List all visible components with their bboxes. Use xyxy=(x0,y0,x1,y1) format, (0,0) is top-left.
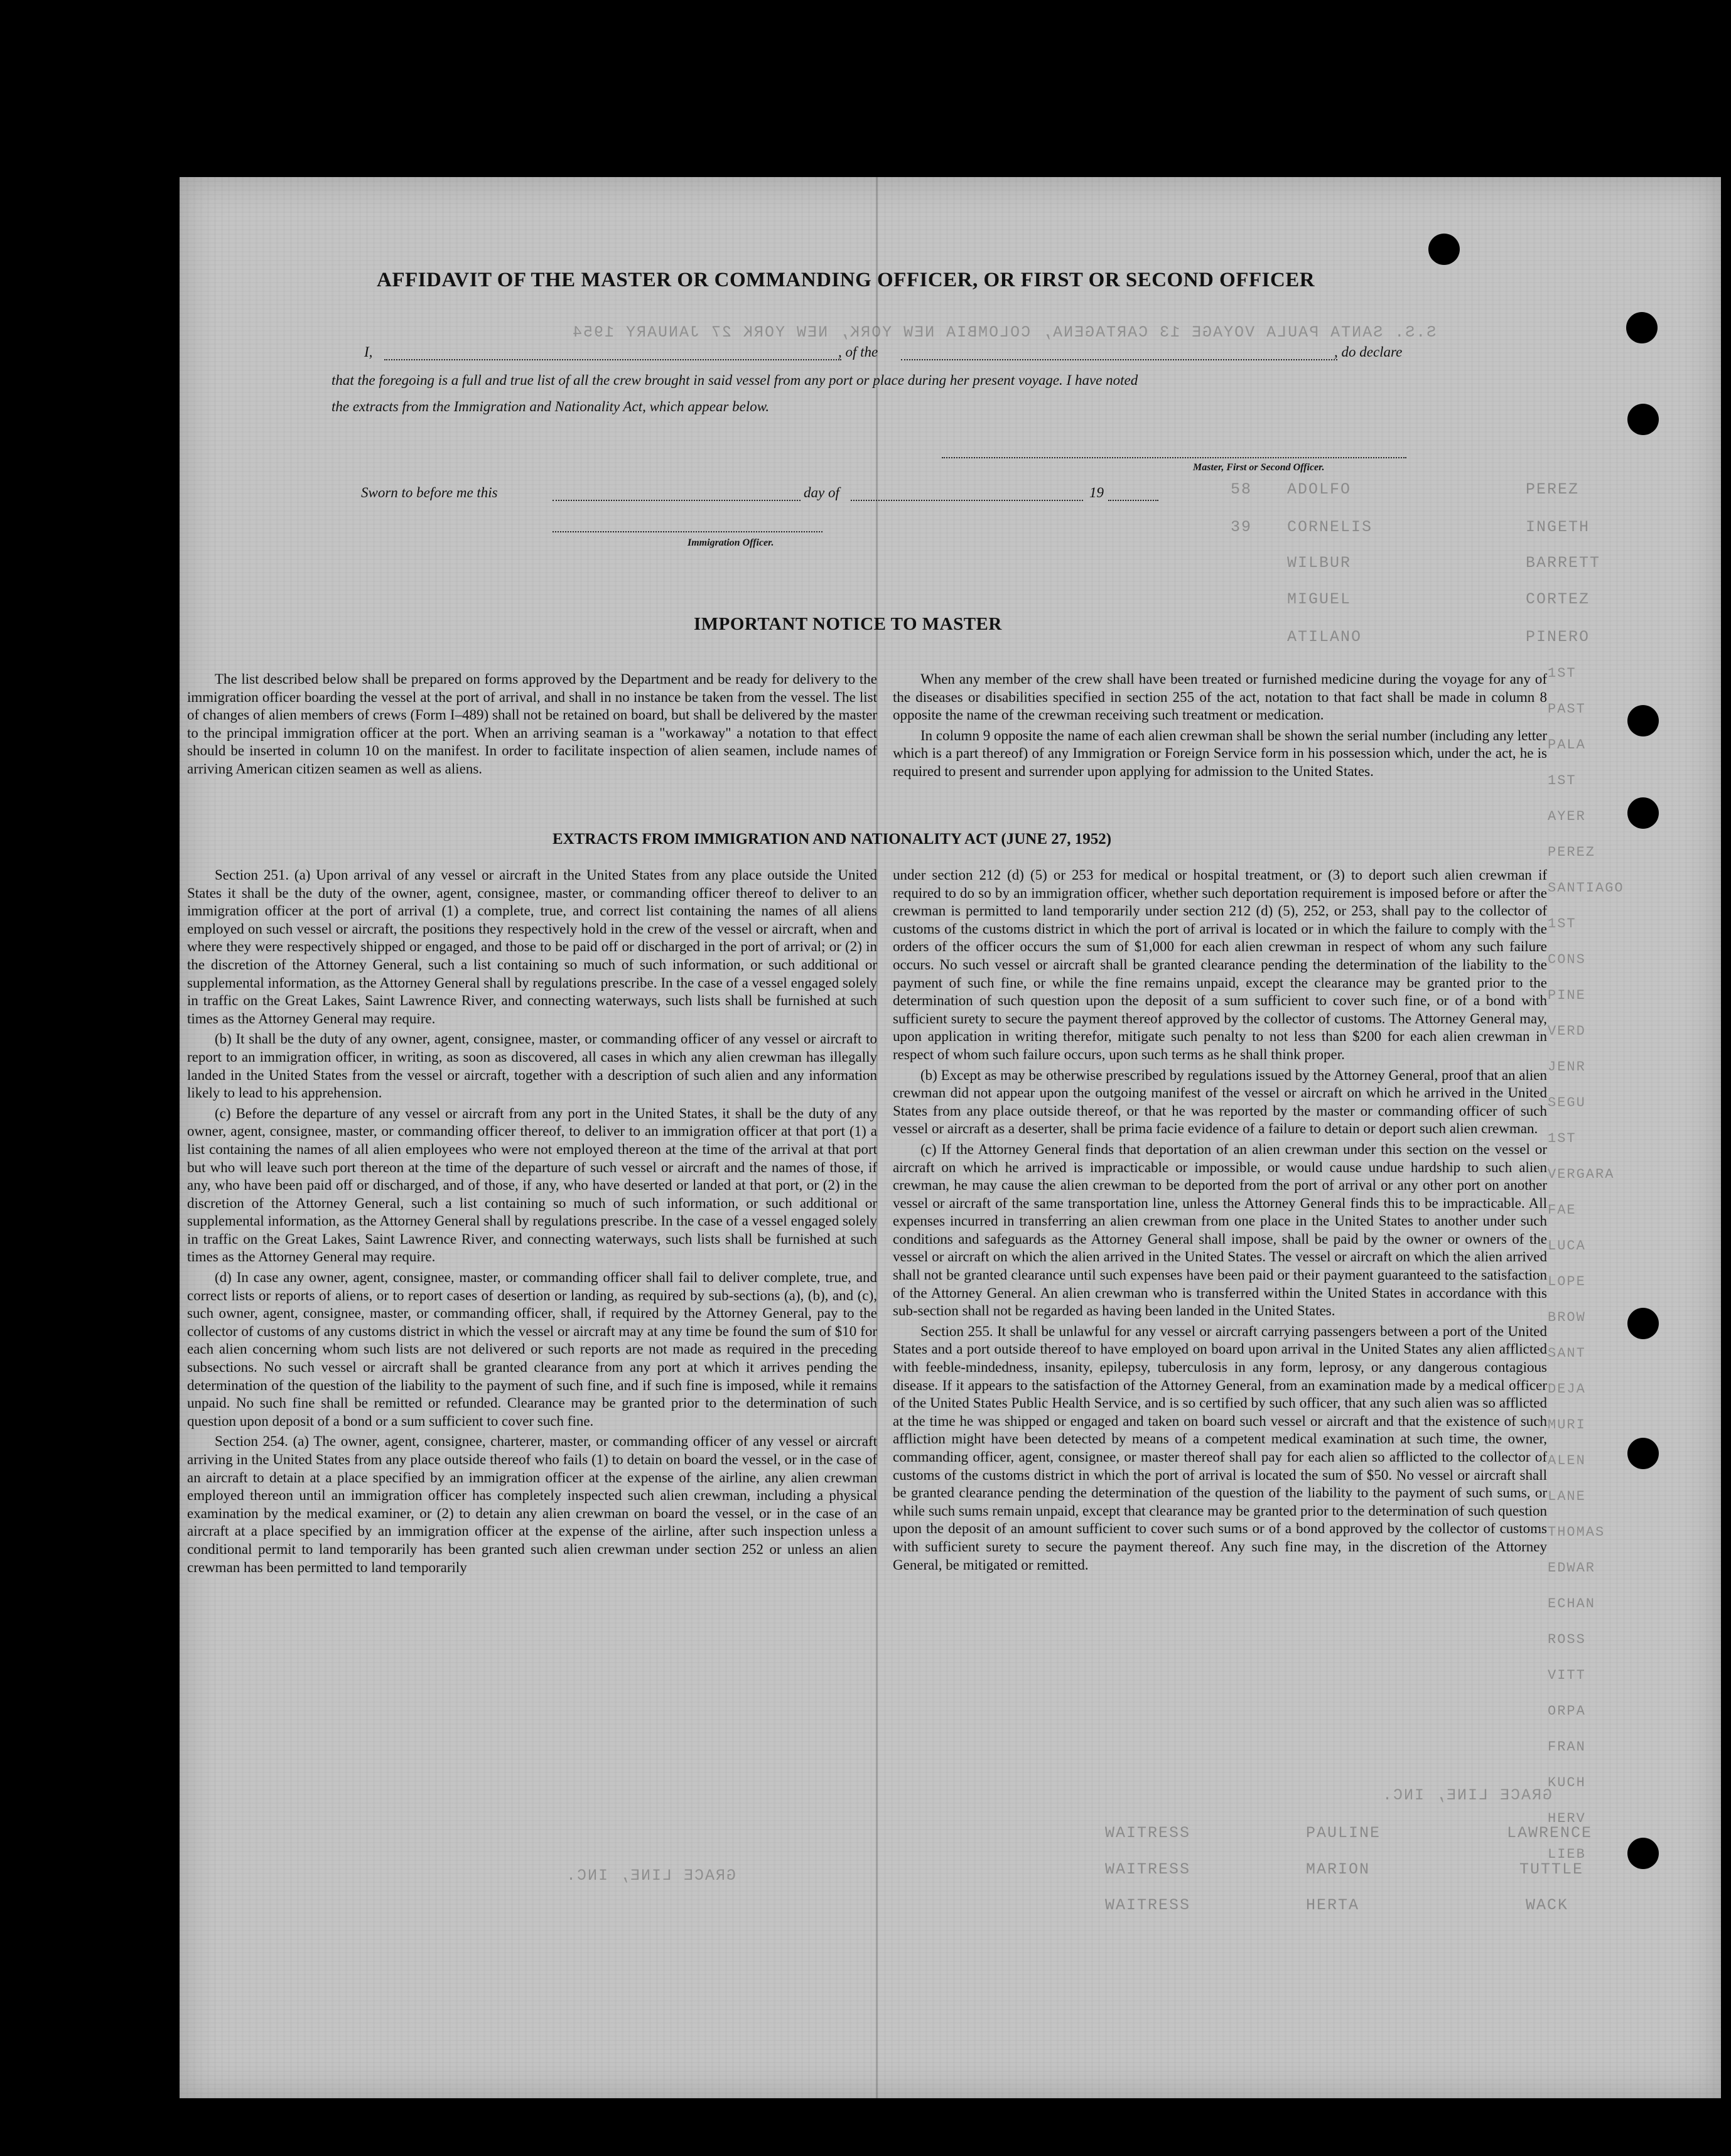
show-through-row: CORTEZ xyxy=(1526,590,1590,608)
act-paragraph: (b) Except as may be otherwise prescribed by regulations issued by the Attorney General, proof that an alien crewman did not appear upon the outgoing manifest of the vessel or aircraft on which he arrived in the United States from any place outside thereof, or that he was reported by the master or commanding officer of such vessel or aircraft as a deserter, shall be prima facie evidence of a failure to detain or deport such alien crewman. xyxy=(893,1067,1547,1137)
punch-hole xyxy=(1627,1308,1659,1339)
act-paragraph: Section 251. (a) Upon arrival of any vessel or aircraft in the United States from any place outside the United States it shall be the duty of the owner, agent, consignee, master, or commanding officer thereof to deliver to an immigration officer at the port of arrival (1) a complete, true, and correct list containing the names of all aliens employed on such vessel or aircraft, the positions they respectively hold in the crew of the vessel or aircraft, when and where they were respectively shipped or engaged, and those to be paid off or discharged in the port of arrival; or (2) in the discretion of the Attorney General, such a list containing so much of such information, or such additional or supplemental information, as the Attorney General shall by regulations prescribe. In the case of a vessel engaged solely in traffic on the Great Lakes, Saint Lawrence River, and connecting waterways, such lists shall be furnished at such times as the Attorney General may require. xyxy=(187,867,877,1027)
act-paragraph: (b) It shall be the duty of any owner, agent, consignee, master, or commanding officer of any vessel or aircraft to report to an immigration officer, in writing, as soon as discovered, all cases in which any alien crewman has illegally landed in the United States from the vessel or aircraft, together with a description of such alien and any information likely to lead to his apprehension. xyxy=(187,1031,877,1101)
punch-hole xyxy=(1627,404,1659,435)
affidavit-statement: the extracts from the Immigration and Nationality Act, which appear below. xyxy=(332,399,770,414)
show-through-margin-label: ECHAN xyxy=(1548,1596,1596,1612)
show-through-margin-label: PINE xyxy=(1548,988,1586,1003)
show-through-margin-label: VERD xyxy=(1548,1023,1586,1039)
show-through-margin-label: AYER xyxy=(1548,809,1586,824)
show-through-row: WACK xyxy=(1526,1896,1569,1914)
show-through-footer: GRACE LINE, INC. xyxy=(565,1867,736,1885)
show-through-row: ADOLFO xyxy=(1287,480,1352,499)
show-through-row: WAITRESS xyxy=(1105,1860,1191,1878)
show-through-margin-label: ALEN xyxy=(1548,1453,1586,1469)
show-through-margin-label: LUCA xyxy=(1548,1238,1586,1254)
punch-hole xyxy=(1627,797,1659,829)
show-through-row: BARRETT xyxy=(1526,554,1601,572)
declare-label: , do declare xyxy=(1334,344,1403,360)
show-through-margin-label: SANTIAGO xyxy=(1548,880,1624,896)
act-paragraph: Section 254. (a) The owner, agent, consignee, charterer, master, or commanding officer of any vessel or aircraft arriving in the United States from any place outside thereof who fails (1) to detain on board the vessel, or in the case of an aircraft to detain at a place specified by an immigration officer at the expense of the airline, any alien crewman employed thereon until an immigration officer has completely inspected such alien crewman, including a physical examination by the medical examiner, or (2) to detain any alien crewman on board the vessel, or in the case of an aircraft at a place specified by an immigration officer at the expense of the airline, after such inspection unless a conditional permit to land temporarily has been granted such alien crewman under section 252 or unless an alien crewman has been permitted to land temporarily xyxy=(187,1433,877,1575)
extracts-left-column xyxy=(187,866,877,1579)
show-through-footer: GRACE LINE, INC. xyxy=(1381,1786,1553,1804)
master-signature-line[interactable] xyxy=(942,457,1406,458)
show-through-row: WAITRESS xyxy=(1105,1824,1191,1842)
show-through-margin-label: JENR xyxy=(1548,1059,1586,1075)
show-through-margin-label: 1ST xyxy=(1548,666,1577,681)
show-through-header: S.S. SANTA PAULA VOYAGE 13 CARTAGENA, COLOMBIA NEW YORK, NEW YORK 27 JANUARY 1954 xyxy=(571,323,1437,342)
show-through-row: TUTTLE xyxy=(1519,1860,1584,1878)
sworn-year-field[interactable] xyxy=(1108,500,1158,501)
vessel-label: , of the xyxy=(838,344,878,360)
show-through-margin-label: LANE xyxy=(1548,1489,1586,1504)
notice-paragraph: In column 9 opposite the name of each alien crewman shall be shown the serial number (including any letter which is a part thereof) of any Immigration or Foreign Service form in his possession which, under the act, he is required to present and surrender upon applying for admission to the United States. xyxy=(893,727,1547,779)
extracts-right-column xyxy=(893,866,1547,1577)
show-through-margin-label: 1ST xyxy=(1548,1131,1577,1146)
punch-hole xyxy=(1627,1838,1659,1869)
show-through-row: CORNELIS xyxy=(1287,518,1373,536)
show-through-row: PAULINE xyxy=(1306,1824,1381,1842)
show-through-row: MIGUEL xyxy=(1287,590,1352,608)
show-through-row: INGETH xyxy=(1526,518,1590,536)
punch-hole xyxy=(1627,1438,1659,1469)
immigration-officer-label: Immigration Officer. xyxy=(688,537,774,548)
show-through-row: LAWRENCE xyxy=(1507,1824,1593,1842)
declaration-line xyxy=(333,344,1406,365)
notice-right-column xyxy=(893,671,1547,784)
sworn-day-field[interactable] xyxy=(553,500,801,501)
act-paragraph: Section 255. It shall be unlawful for any vessel or aircraft carrying passengers between a port of the United States and a port outside thereof to have employed on board upon arrival in the United States any alien afflicted with feeble-mindedness, insanity, epilepsy, tuberculosis in any form, leprosy, or any dangerous contagious disease. If it appears to the satisfaction of the Attorney General, from an examination made by a medical officer of the United States Public Health Service, and is so certified by such officer, that any such alien was so afflicted at the time he was shipped or engaged and taken on board such vessel or aircraft and that the existence of such affliction might have been detected by means of a competent medical examination at such time, the owner, commanding officer, agent, consignee, or master thereof shall pay for each alien so afflicted to the collector of customs of the customs district in which the port of arrival is located the sum of $50. No vessel or aircraft shall be granted clearance pending the determination of the question of the liability to the payment of such sums, or while such sums remain unpaid, except that clearance may be granted prior to the determination of such question upon the deposit of an amount sufficient to cover such sums or of a bond approved by the collector of customs with sufficient surety to secure the payment thereof. Any such fine may, in the discretion of the Attorney General, be mitigated or remitted. xyxy=(893,1323,1547,1573)
notice-heading: IMPORTANT NOTICE TO MASTER xyxy=(694,614,1002,634)
show-through-margin-label: FAE xyxy=(1548,1202,1577,1218)
show-through-margin-label: BROW xyxy=(1548,1310,1586,1325)
declarant-label: I, xyxy=(364,344,373,360)
show-through-margin-label: CONS xyxy=(1548,952,1586,968)
notice-paragraph: The list described below shall be prepared on forms approved by the Department and be ready for delivery to the immigration officer boarding the vessel at the port of arrival, and shall in no instance be taken from the vessel. The list of changes of alien members of crews (Form I–489) shall not be retained on board, but shall be delivered by the master to the principal immigration officer at the port. When an arriving seaman is a "workaway" a notation to that effect should be inserted in column 10 on the manifest. In order to facilitate inspection of alien seamen, include names of arriving American citizen seamen as well as aliens. xyxy=(187,671,877,777)
show-through-margin-label: LIEB xyxy=(1548,1846,1586,1862)
show-through-row: MARION xyxy=(1306,1860,1371,1878)
year-label: 19 xyxy=(1089,485,1104,500)
immigration-officer-signature-line[interactable] xyxy=(553,531,822,532)
show-through-margin-label: SANT xyxy=(1548,1345,1586,1361)
act-paragraph: (d) In case any owner, agent, consignee, master, or commanding officer shall fail to deliver complete, true, and correct lists or reports of aliens, or to report cases of desertion or landing, as required by sub-sections (a), (b), and (c), such owner, agent, consignee, master, or commanding officer, shall, if required by the Attorney General, pay to the collector of customs of any customs district in which the vessel or aircraft may at any time be found the sum of $10 for each alien concerning whom such lists are not delivered or such reports are not made as required in the preceding subsections. No such vessel or aircraft shall be granted clearance from any port at which it arrives pending the determination of the question of the liability to the payment of such fine, and if such fine is imposed, while it remains unpaid. No such fine shall be remitted or refunded. Clearance may be granted prior to the determination of such question upon deposit of a bond or a sum sufficient to cover such fine. xyxy=(187,1269,877,1429)
show-through-row: WAITRESS xyxy=(1105,1896,1191,1914)
vessel-name-field[interactable] xyxy=(901,359,1337,360)
sworn-line xyxy=(361,485,1177,506)
show-through-row: 58 xyxy=(1231,480,1253,499)
act-paragraph: (c) If the Attorney General finds that deportation of an alien crewman under this section on the vessel or aircraft on which he arrived is impracticable or impossible, or would cause undue hardship to such alien crewman, he may cause the alien crewman to be deported from the port of arrival or any other port on another vessel or aircraft of the same transportation line, unless the Attorney General finds this to be impracticable. All expenses incurred in transferring an alien crewman from one place in the United States to another under such conditions and safeguards as the Attorney General shall impose, shall be paid by the owner or owners of the vessel or aircraft on which the alien arrived in the United States. The vessel or aircraft on which the alien arrived shall not be granted clearance until such expenses have been paid or their payment guaranteed to the satisfaction of the Attorney General. An alien crewman who is transferred within the United States in accordance with this sub-section shall not be regarded as having been landed in the United States. xyxy=(893,1141,1547,1319)
show-through-margin-label: PEREZ xyxy=(1548,844,1596,860)
affidavit-title: AFFIDAVIT OF THE MASTER OR COMMANDING OFFICER, OR FIRST OR SECOND OFFICER xyxy=(377,269,1315,291)
show-through-margin-label: KUCH xyxy=(1548,1775,1586,1791)
notice-paragraph: When any member of the crew shall have been treated or furnished medicine during the voyage for any of the diseases or disabilities specified in section 255 of the act, notation to that fact shall be made in column 8 opposite the name of the crewman receiving such treatment or medication. xyxy=(893,671,1547,723)
act-paragraph: under section 212 (d) (5) or 253 for medical or hospital treatment, or (3) to deport such alien crewman if required to do so by an immigration officer, whether such deportation requirement is imposed before or after the crewman is permitted to land temporarily under section 212 (d) (5), 252, or 253, shall pay to the collector of customs of the customs district in which the port of arrival is located or in which the failure to comply with the orders of the officer occurs the sum of $1,000 for each alien crewman in respect of whom any such failure occurs. No such vessel or aircraft shall be granted clearance pending the determination of the liability to the payment of such fine, or while the fine remains unpaid, except the clearance may be granted prior to the determination of such question upon the deposit of a sum sufficient to cover such fine, or of a bond with sufficient surety to secure the payment thereof approved by the collector of customs. The Attorney General may, upon application in writing therefor, mitigate such penalty to not less than $200 for each alien crewman in respect of whom such failure occurs, upon such terms as he shall think proper. xyxy=(893,867,1547,1062)
notice-left-column xyxy=(187,671,877,781)
show-through-margin-label: ORPA xyxy=(1548,1703,1586,1719)
sworn-label: Sworn to before me this xyxy=(361,485,498,500)
master-signature-label: Master, First or Second Officer. xyxy=(1193,462,1325,473)
declarant-name-field[interactable] xyxy=(384,359,841,360)
show-through-row: 39 xyxy=(1231,518,1253,536)
show-through-row: WILBUR xyxy=(1287,554,1352,572)
show-through-margin-label: THOMAS xyxy=(1548,1524,1605,1540)
show-through-margin-label: SEGU xyxy=(1548,1095,1586,1111)
show-through-margin-label: VERGARA xyxy=(1548,1167,1615,1182)
show-through-row: PINERO xyxy=(1526,628,1590,646)
show-through-row: PEREZ xyxy=(1526,480,1580,499)
show-through-margin-label: ROSS xyxy=(1548,1632,1586,1647)
punch-hole xyxy=(1428,234,1460,265)
show-through-margin-label: MURI xyxy=(1548,1417,1586,1433)
sworn-month-field[interactable] xyxy=(851,500,1083,501)
show-through-margin-label: FRAN xyxy=(1548,1739,1586,1755)
extracts-heading: EXTRACTS FROM IMMIGRATION AND NATIONALITY ACT (JUNE 27, 1952) xyxy=(553,831,1112,848)
show-through-margin-label: EDWAR xyxy=(1548,1560,1596,1576)
act-paragraph: (c) Before the departure of any vessel or aircraft from any port in the United States, it shall be the duty of any owner, agent, consignee, master, or commanding officer thereof, to deliver to an immigration officer at that port (1) a list containing the names of all alien employees who were not employed thereon at the time of the arrival at that port but who will leave such port thereon at the time of the departure of such vessel or aircraft and the names of those, if any, who have been paid off or discharged, and of those, if any, who have deserted or landed at that port, or (2) in the discretion of the Attorney General, such a list containing so much of such information, or such additional or supplemental information, as the Attorney General shall by regulations prescribe. In the case of a vessel engaged solely in traffic on the Great Lakes, Saint Lawrence River, and connecting waterways, such lists shall be furnished at such times as the Attorney General may require. xyxy=(187,1105,877,1265)
day-of-label: day of xyxy=(804,485,839,500)
punch-hole xyxy=(1627,705,1659,736)
show-through-margin-label: VITT xyxy=(1548,1668,1586,1683)
show-through-margin-label: 1ST xyxy=(1548,916,1577,932)
show-through-row: ATILANO xyxy=(1287,628,1362,646)
show-through-margin-label: PAST xyxy=(1548,701,1586,717)
show-through-margin-label: HERV xyxy=(1548,1811,1586,1826)
show-through-row: HERTA xyxy=(1306,1896,1360,1914)
show-through-margin-label: DEJA xyxy=(1548,1381,1586,1397)
punch-hole xyxy=(1626,312,1658,343)
show-through-margin-label: LOPE xyxy=(1548,1274,1586,1290)
show-through-margin-label: PALA xyxy=(1548,737,1586,753)
affidavit-statement: that the foregoing is a full and true list of all the crew brought in said vessel from any port or place during her present voyage. I have noted xyxy=(332,372,1138,388)
show-through-margin-label: 1ST xyxy=(1548,773,1577,789)
